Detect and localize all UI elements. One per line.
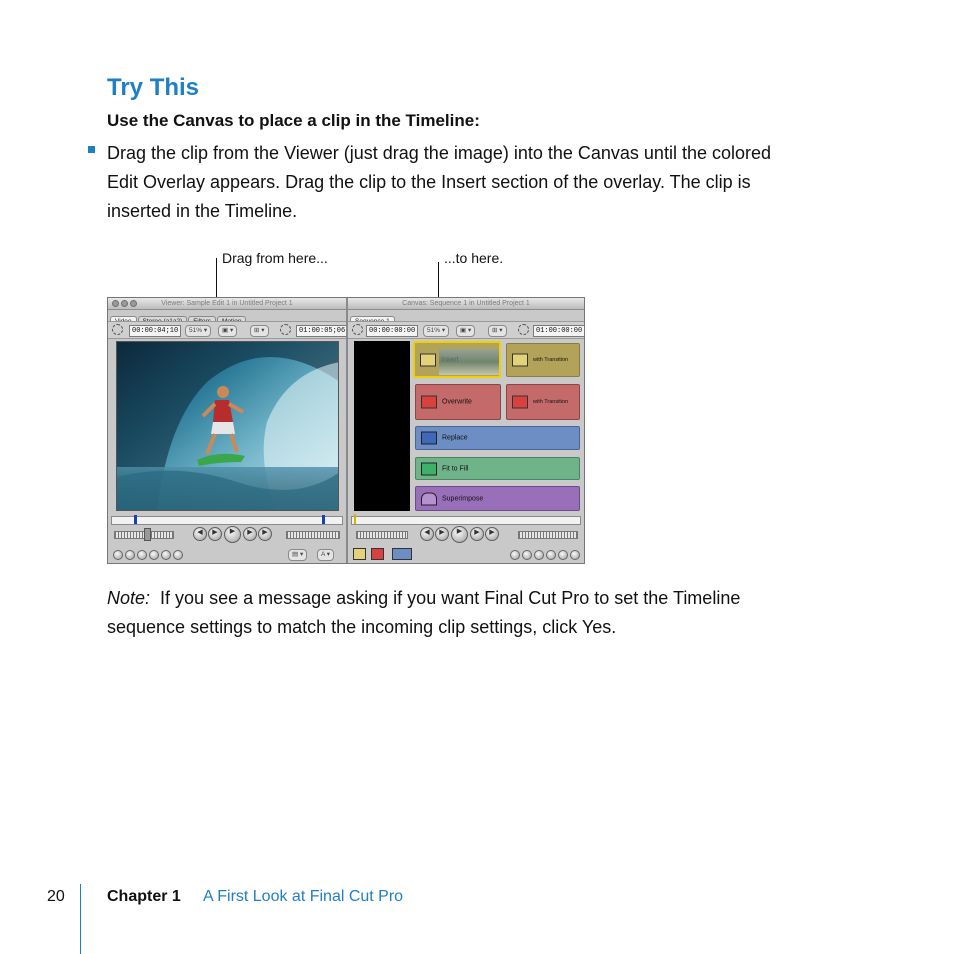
- current-timecode-icon: [518, 324, 529, 335]
- play-around-button[interactable]: ▶: [470, 527, 484, 541]
- callout-to-here: ...to here.: [444, 250, 504, 266]
- note-line: [107, 584, 867, 613]
- previous-edit-button[interactable]: ◀: [420, 527, 434, 541]
- jog-control[interactable]: [286, 531, 340, 539]
- step-line: Drag the clip from the Viewer (just drag the image) into the Canvas until the colored: [107, 143, 772, 163]
- playhead-marker[interactable]: [354, 514, 356, 524]
- section-heading: Try This: [107, 74, 200, 101]
- canvas-video-area[interactable]: [354, 341, 410, 511]
- play-button[interactable]: ▶: [224, 526, 241, 543]
- add-marker-icon[interactable]: [149, 550, 159, 560]
- recent-clips-popup[interactable]: ▤ ▾: [288, 549, 307, 561]
- canvas-title: Canvas: Sequence 1 in Untitled Project 1: [402, 300, 530, 307]
- overlay-overwrite-transition-label: with Transition: [533, 399, 569, 405]
- viewer-overlay-popup[interactable]: ⊞ ▾: [250, 325, 269, 337]
- viewer-title: Viewer: Sample Edit 1 in Untitled Project 1: [161, 300, 293, 307]
- insert-with-transition-icon: [512, 354, 528, 367]
- add-keyframe-icon[interactable]: [137, 550, 147, 560]
- viewer-zoom-popup[interactable]: 51% ▾: [185, 325, 211, 337]
- viewer-view-popup[interactable]: ▣ ▾: [218, 325, 237, 337]
- next-edit-button[interactable]: ▶: [258, 527, 272, 541]
- previous-edit-button[interactable]: ◀: [193, 527, 207, 541]
- match-frame-icon[interactable]: [113, 550, 123, 560]
- play-button[interactable]: ▶: [451, 526, 468, 543]
- footer-chapter: Chapter 1: [107, 888, 181, 905]
- canvas-tabs: [350, 310, 396, 320]
- canvas-zoom-popup[interactable]: 51% ▾: [423, 325, 449, 337]
- step-line: Edit Overlay appears. Drag the clip to the Insert section of the overlay. The clip is: [107, 172, 751, 192]
- add-marker-icon[interactable]: [546, 550, 556, 560]
- zoom-value: 51%: [427, 327, 441, 334]
- dragged-clip-thumbnail: [439, 349, 499, 375]
- timecode-duration-icon: [352, 324, 363, 335]
- jog-control[interactable]: [518, 531, 578, 539]
- section-subheading: Use the Canvas to place a clip in the Timeline:: [107, 111, 480, 130]
- viewer-duration-field[interactable]: 00:00:04;10: [129, 325, 181, 337]
- mark-in-icon[interactable]: [161, 550, 171, 560]
- viewer-current-timecode[interactable]: 01:00:05;06: [296, 325, 348, 337]
- generator-popup[interactable]: A ▾: [317, 549, 334, 561]
- canvas-overlay-popup[interactable]: ⊞ ▾: [488, 325, 507, 337]
- viewer-scrubber-bar[interactable]: [111, 516, 343, 525]
- viewer-video-image[interactable]: [116, 341, 339, 511]
- insert-icon: [420, 353, 436, 366]
- overlay-superimpose[interactable]: [415, 486, 580, 511]
- canvas-window: [348, 298, 584, 563]
- out-point-marker[interactable]: [322, 515, 325, 524]
- replace-edit-icon[interactable]: [392, 548, 412, 560]
- overlay-fit-to-fill-label: Fit to Fill: [442, 465, 469, 472]
- overlay-replace[interactable]: [415, 426, 580, 450]
- canvas-scrubber-bar[interactable]: [351, 516, 581, 525]
- mark-in-icon[interactable]: [558, 550, 568, 560]
- note-text: If you see a message asking if you want Final Cut Pro to set the Timeline: [160, 588, 741, 608]
- mark-out-icon[interactable]: [173, 550, 183, 560]
- shuttle-handle[interactable]: [144, 528, 151, 541]
- canvas-duration-field[interactable]: 00:00:00:00: [366, 325, 418, 337]
- zoom-value: 51%: [189, 327, 203, 334]
- in-point-marker[interactable]: [134, 515, 137, 524]
- viewer-titlebar: [108, 298, 346, 310]
- viewer-tabs: [110, 310, 247, 320]
- note-line: sequence settings to match the incoming clip settings, click Yes.: [107, 617, 617, 637]
- callout-drag-from: Drag from here...: [222, 250, 328, 266]
- note-label: Note:: [107, 588, 151, 608]
- overwrite-icon: [421, 396, 437, 409]
- canvas-control-row: [348, 321, 584, 339]
- viewer-window: [108, 298, 346, 563]
- page-number: 20: [47, 888, 65, 905]
- play-in-to-out-button[interactable]: ▶: [435, 527, 449, 541]
- note-paragraph: [107, 584, 867, 642]
- overlay-insert-transition-label: with Transition: [533, 357, 569, 363]
- overlay-replace-label: Replace: [442, 434, 468, 442]
- overwrite-with-transition-icon: [512, 396, 528, 409]
- zoom-window-icon[interactable]: [130, 300, 137, 307]
- minimize-window-icon[interactable]: [121, 300, 128, 307]
- overlay-overwrite-with-transition[interactable]: [506, 384, 580, 420]
- shuttle-control[interactable]: [356, 531, 408, 539]
- match-frame-icon[interactable]: [510, 550, 520, 560]
- bullet-square-icon: [88, 146, 95, 153]
- canvas-view-popup[interactable]: ▣ ▾: [456, 325, 475, 337]
- canvas-titlebar: [348, 298, 584, 310]
- superimpose-icon: [421, 492, 437, 505]
- overlay-overwrite[interactable]: [415, 384, 501, 420]
- footer-rule: [80, 884, 81, 954]
- overlay-fit-to-fill[interactable]: [415, 457, 580, 480]
- fit-to-fill-icon: [421, 462, 437, 475]
- mark-clip-icon[interactable]: [125, 550, 135, 560]
- step-line: inserted in the Timeline.: [107, 201, 298, 221]
- play-around-button[interactable]: ▶: [243, 527, 257, 541]
- add-keyframe-icon[interactable]: [534, 550, 544, 560]
- close-window-icon[interactable]: [112, 300, 119, 307]
- overlay-insert[interactable]: [413, 341, 501, 378]
- surfer-image: [117, 342, 339, 511]
- mark-out-icon[interactable]: [570, 550, 580, 560]
- play-in-to-out-button[interactable]: ▶: [208, 527, 222, 541]
- step-paragraph: [107, 139, 867, 226]
- replace-icon: [421, 432, 437, 445]
- canvas-current-timecode[interactable]: 01:00:00:00: [533, 325, 585, 337]
- overlay-overwrite-label: Overwrite: [442, 398, 472, 406]
- overwrite-edit-icon[interactable]: [371, 548, 384, 560]
- final-cut-screenshot: [107, 297, 585, 564]
- overlay-insert-with-transition[interactable]: [506, 343, 580, 377]
- current-timecode-icon: [280, 324, 291, 335]
- overlay-superimpose-label: Superimpose: [442, 495, 484, 502]
- mark-clip-icon[interactable]: [522, 550, 532, 560]
- footer-chapter-title: A First Look at Final Cut Pro: [203, 888, 404, 905]
- next-edit-button[interactable]: ▶: [485, 527, 499, 541]
- timecode-duration-icon: [112, 324, 123, 335]
- viewer-control-row: [108, 321, 346, 339]
- insert-edit-icon[interactable]: [353, 548, 366, 560]
